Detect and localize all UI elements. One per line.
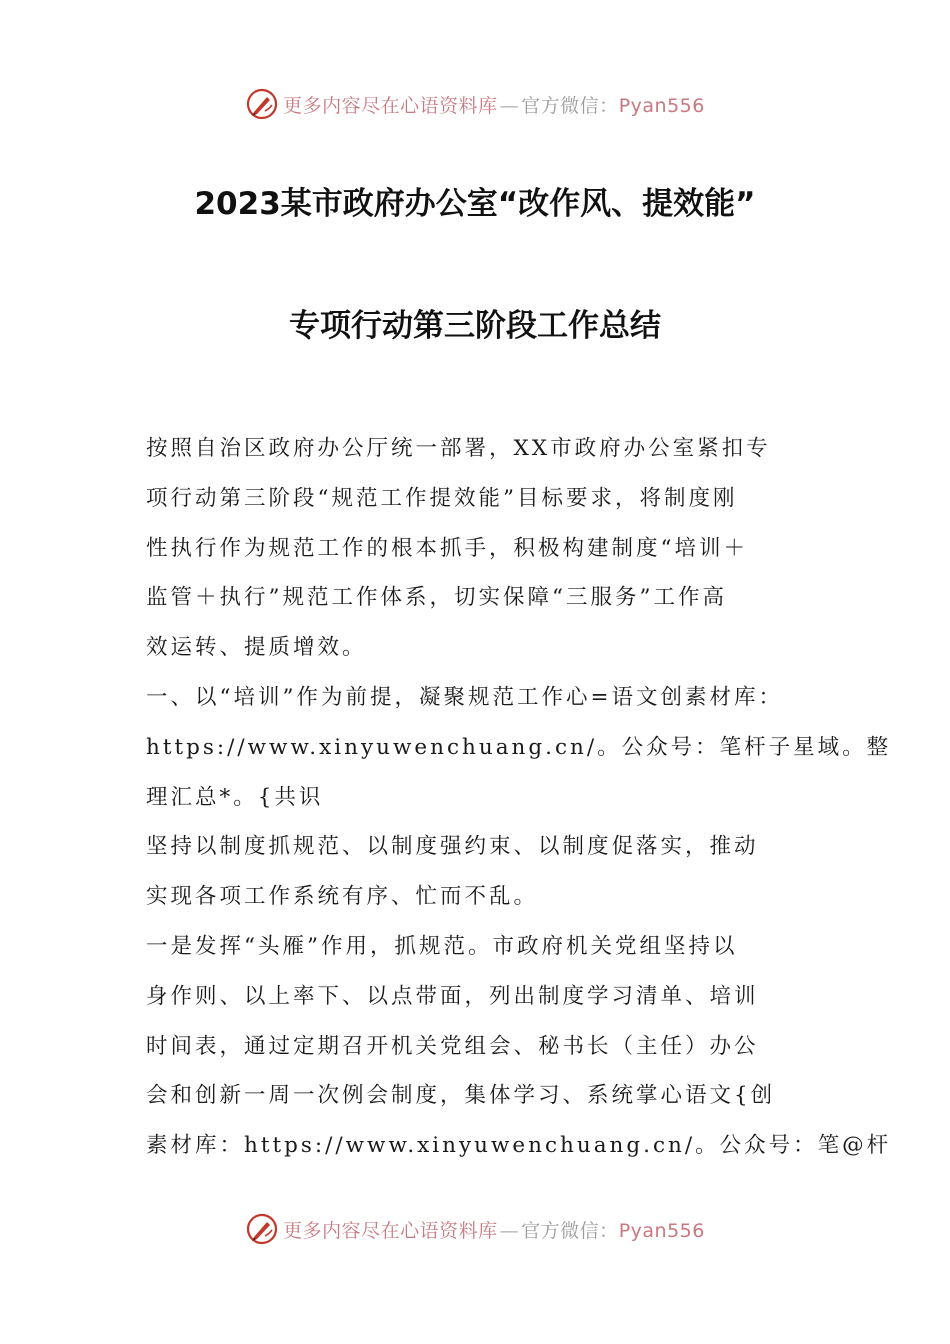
document-title-line-2: 专项行动第三阶段工作总结 xyxy=(289,308,661,344)
body-line: 一、以“培训”作为前提，凝聚规范工作心=语文创素材库： xyxy=(146,684,784,710)
body-line: 性执行作为规范工作的根本抓手，积极构建制度“培训＋ xyxy=(146,535,748,561)
banner-wechat-id: Pyan556 xyxy=(618,94,705,117)
banner-wechat-label: 官方微信： xyxy=(521,94,619,117)
pen-logo-icon xyxy=(245,1212,279,1246)
body-line: 按照自治区政府办公厅统一部署，XX市政府办公室紧扣专 xyxy=(146,436,771,461)
banner-separator: — xyxy=(499,1219,520,1242)
banner-wechat-label: 官方微信： xyxy=(521,1219,619,1242)
body-line: 实现各项工作系统有序、忙而不乱。 xyxy=(146,884,539,910)
body-line: 理汇总*。{共识 xyxy=(146,784,324,810)
body-line: 会和创新一周一次例会制度，集体学习、系统掌心语文{创 xyxy=(146,1083,776,1109)
body-line: 一是发挥“头雁”作用，抓规范。市政府机关党组坚持以 xyxy=(146,933,738,959)
banner-text xyxy=(283,91,705,118)
pen-logo-icon xyxy=(245,87,279,121)
banner-site: 更多内容尽在心语资料库 xyxy=(283,94,498,117)
body-line-url: https://www.xinyuwenchuang.cn/。公众号：笔杆子星域。整 xyxy=(146,734,892,760)
body-line: 项行动第三阶段“规范工作提效能”目标要求，将制度刚 xyxy=(146,485,738,511)
body-line-url: 素材库：https://www.xinyuwenchuang.cn/。公众号：笔@杆 xyxy=(146,1133,892,1159)
banner-text xyxy=(283,1216,705,1243)
banner-site: 更多内容尽在心语资料库 xyxy=(283,1219,498,1242)
body-line: 监管＋执行”规范工作体系，切实保障“三服务”工作高 xyxy=(146,585,727,611)
banner-separator: — xyxy=(499,94,520,117)
header-watermark-banner xyxy=(0,84,950,124)
document-body xyxy=(146,424,892,1171)
banner-wechat-id: Pyan556 xyxy=(618,1219,705,1242)
document-title-line-1: 2023某市政府办公室“改作风、提效能” xyxy=(194,186,756,222)
body-line: 效运转、提质增效。 xyxy=(146,635,367,661)
body-line: 坚持以制度抓规范、以制度强约束、以制度促落实，推动 xyxy=(146,834,759,860)
footer-watermark-banner xyxy=(0,1209,950,1249)
body-line: 时间表，通过定期召开机关党组会、秘书长（主任）办公 xyxy=(146,1033,759,1059)
body-line: 身作则、以上率下、以点带面，列出制度学习清单、培训 xyxy=(146,983,759,1009)
